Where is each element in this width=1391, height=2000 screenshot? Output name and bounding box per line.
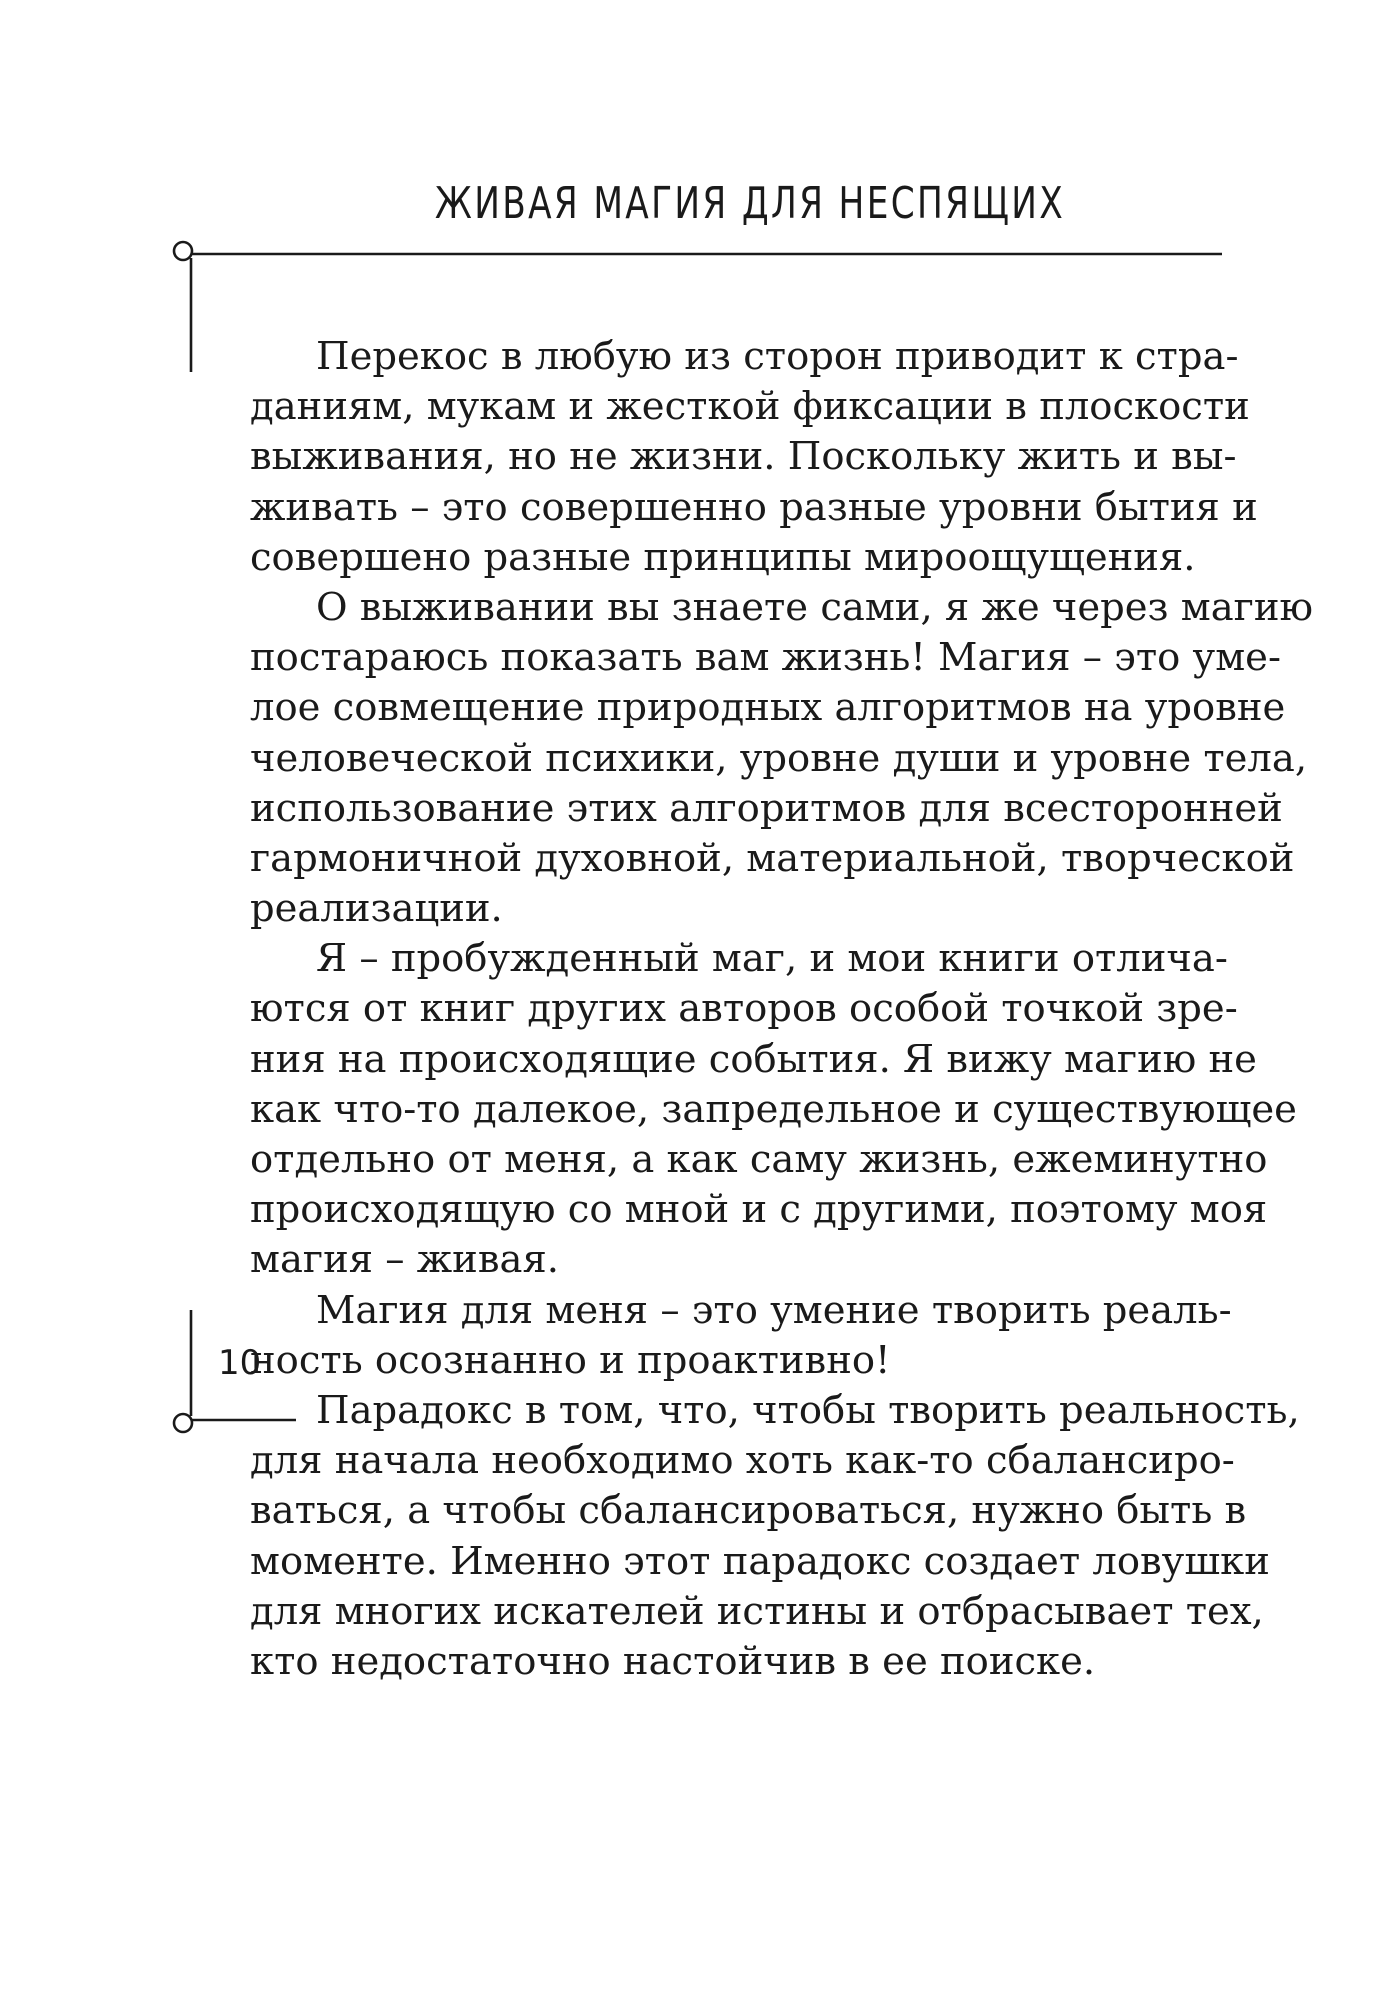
- text-line: использование этих алгоритмов для всесторонней: [250, 785, 1283, 831]
- text-line: даниям, мукам и жесткой фиксации в плоскости: [250, 384, 1250, 430]
- top-ornament-circle: [174, 242, 192, 260]
- running-title: ЖИВАЯ МАГИЯ ДЛЯ НЕСПЯЩИХ: [434, 178, 1066, 229]
- text-line: ются от книг других авторов особой точкой зре-: [250, 986, 1238, 1032]
- text-line: Магия для меня – это умение творить реаль-: [316, 1287, 1232, 1333]
- text-line: живать – это совершенно разные уровни бытия и: [250, 484, 1258, 530]
- page-number: 10: [218, 1343, 262, 1383]
- text-line: постараюсь показать вам жизнь! Магия – это уме-: [250, 635, 1281, 681]
- text-line: выживания, но не жизни. Поскольку жить и вы-: [250, 434, 1237, 480]
- text-line: происходящую со мной и с другими, поэтому моя: [250, 1187, 1268, 1233]
- text-line: ность осознанно и проактивно!: [250, 1337, 891, 1383]
- body-text: [250, 332, 1314, 1687]
- text-line: как что-то далекое, запредельное и существующее: [250, 1086, 1297, 1132]
- text-line: О выживании вы знаете сами, я же через магию: [316, 584, 1314, 630]
- text-line: гармоничной духовной, материальной, творческой: [250, 835, 1295, 881]
- text-line: реализации.: [250, 886, 503, 932]
- text-line: отдельно от меня, а как саму жизнь, ежеминутно: [250, 1137, 1268, 1182]
- text-line: кто недостаточно настойчив в ее поиске.: [250, 1638, 1096, 1684]
- text-line: для многих искателей истины и отбрасывает тех,: [250, 1588, 1264, 1634]
- text-line: для начала необходимо хоть как-то сбалансиро-: [250, 1438, 1235, 1484]
- text-line: совершено разные принципы мироощущения.: [250, 534, 1196, 580]
- text-line: человеческой психики, уровне души и уровне тела,: [250, 735, 1308, 781]
- text-line: ваться, а чтобы сбалансироваться, нужно быть в: [250, 1488, 1247, 1534]
- text-line: моменте. Именно этот парадокс создает ловушки: [250, 1538, 1270, 1584]
- bottom-ornament-circle: [174, 1414, 192, 1432]
- text-line: лое совмещение природных алгоритмов на уровне: [250, 685, 1286, 731]
- text-line: ния на происходящие события. Я вижу магию не: [250, 1036, 1257, 1082]
- text-line: Парадокс в том, что, чтобы творить реальность,: [316, 1387, 1300, 1433]
- text-line: магия – живая.: [250, 1237, 559, 1283]
- text-line: Я – пробужденный маг, и мои книги отлича-: [316, 936, 1228, 982]
- text-line: Перекос в любую из сторон приводит к стра-: [316, 334, 1239, 379]
